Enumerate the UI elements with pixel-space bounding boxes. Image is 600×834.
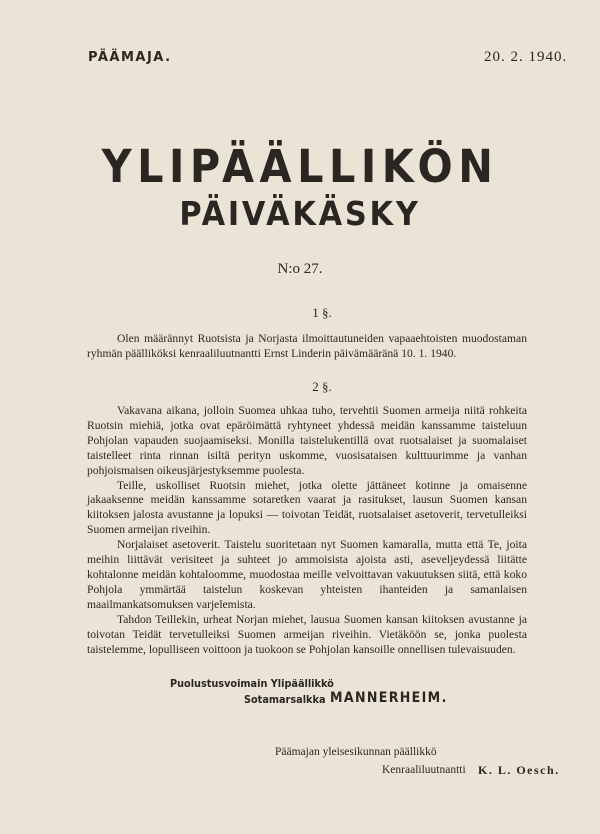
paragraph: Norjalaiset asetoverit. Taistelu suoritetaan nyt Suomen kamaralla, mutta että Te, joita meihin liittävät verisiteet ja suhteet jo ammoisista ajoista asti, aseveljeydessä liitätte kohtalonne meidän kohtaloomme, muodostaa meille velvoittavan vakuutuksen siitä, että koko Pohjola ymmärtää taistelun koskevan yhteisten ihanteiden ja samanlaisen maailmankatsomuksen varjelemista.: [87, 538, 527, 611]
countersignature-rank: Kenraaliluutnantti: [382, 764, 466, 776]
paragraph: Teille, uskolliset Ruotsin miehet, jotka olette jättäneet kotinne ja omaisenne jakaaksenne meidän kanssamme sotaretken vaarat ja rasitukset, lausun Suomen kansan kiitoksen jalosta avustanne ja lopuksi — toivotan Teidät, ruotsalaiset asetoverit, tervetulleiksi Suomen armeijan riveihin.: [87, 478, 527, 537]
paragraph: Tahdon Teillekin, urheat Norjan miehet, lausua Suomen kansan kiitoksen avustanne ja toivotan Teidät tervetulleiksi Suomen armeijan riveihin. Vietäköön se, jonka puolesta taistelemme, lopulliseen voittoon ja tuokoon se Pohjolan kansoille onnellisen tulevaisuuden.: [87, 612, 527, 656]
paragraph: Olen määrännyt Ruotsista ja Norjasta ilmoittautuneiden vapaaehtoisten muodostaman ryhmän päälliköksi kenraaliluutnantti Ernst Linderin päivämääränä 10. 1. 1940.: [87, 332, 527, 360]
order-number: N:o 27.: [277, 261, 323, 277]
signature-rank: Sotamarsalkka: [244, 693, 326, 706]
document-title-line1: YLIPÄÄLLIKÖN: [101, 140, 499, 193]
signature-title: Puolustusvoimain Ylipäällikkö: [170, 677, 334, 690]
section-2-mark: 2 §.: [312, 379, 332, 394]
countersignature-title: Päämajan yleisesikunnan päällikkö: [275, 746, 437, 758]
header-place: PÄÄMAJA.: [88, 50, 172, 65]
countersignature-name: K. L. Oesch.: [478, 763, 560, 777]
signature-name: MANNERHEIM.: [330, 690, 448, 706]
document-title-line2: PÄIVÄKÄSKY: [179, 194, 421, 233]
section-2-body: [87, 404, 527, 657]
paragraph: Vakavana aikana, jolloin Suomea uhkaa tuho, tervehtii Suomen armeija niitä rohkeita Ruotsin miehiä, jotka ovat epäröimättä ryhtyneet yhdessä meidän kanssamme taisteluun Pohjolan vapauden suojaamiseksi. Monilla taistelukentillä ovat ruotsalaiset ja suomalaiset taistelleet rinta rinnan isiltä perityn uskomme, vuosisataisen kulttuurimme ja vanhan pohjoismaisen oikeusjärjestyksemme puolesta.: [87, 404, 527, 477]
section-1-body: [87, 332, 527, 362]
header-date: 20. 2. 1940.: [484, 49, 568, 65]
section-1-mark: 1 §.: [312, 305, 332, 320]
